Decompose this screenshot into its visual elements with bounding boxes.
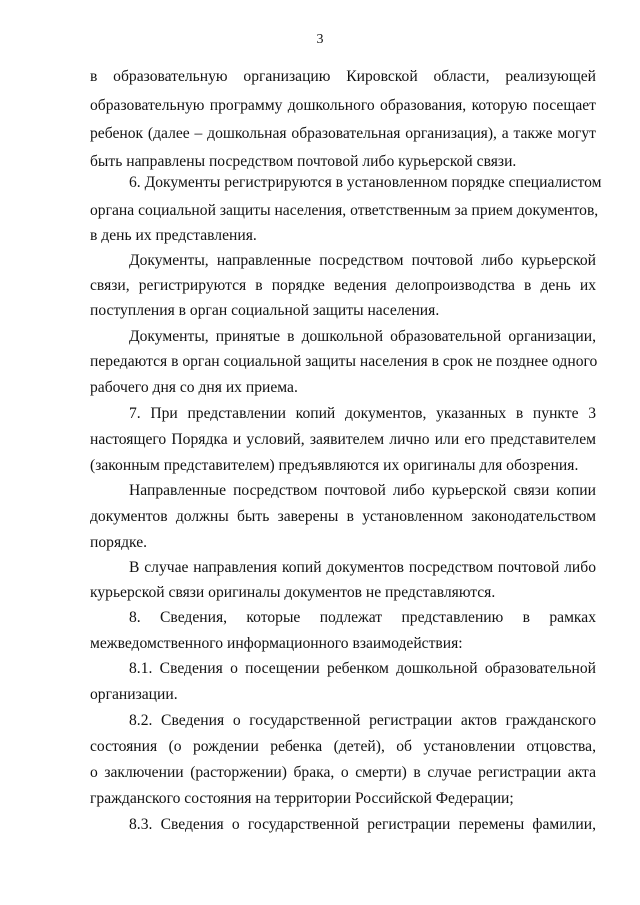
text-line: 7. При представлении копий документов, указанных в пункте 3 [129,405,596,422]
text-line: 8.2. Сведения о государственной регистрации актов гражданского [129,712,596,729]
text-line: гражданского состояния на территории Российской Федерации; [90,790,514,807]
text-line: 8.3. Сведения о государственной регистрации перемены фамилии, [129,816,596,833]
text-line: быть направлены посредством почтовой либо курьерской связи. [90,153,517,170]
text-line: состояния (о рождении ребенка (детей), об установлении отцовства, [90,738,596,755]
text-line: образовательную программу дошкольного образования, которую посещает [90,97,596,114]
text-line: Документы, направленные посредством почтовой либо курьерской [129,252,596,269]
text-line: документов должны быть заверены в установленном законодательством [90,508,596,525]
text-line: в образовательную организацию Кировской области, реализующей [90,68,596,85]
text-line: межведомственного информационного взаимодействия: [90,635,463,652]
text-line: передаются в орган социальной защиты населения в срок не позднее одного [90,353,598,370]
text-line: о заключении (расторжении) брака, о смерти) в случае регистрации акта [90,764,596,781]
text-line: курьерской связи оригиналы документов не представляются. [90,584,496,601]
text-line: Направленные посредством почтовой либо курьерской связи копии [129,482,596,499]
text-line: ребенок (далее – дошкольная образовательная организация), а также могут [90,125,596,142]
text-line: органа социальной защиты населения, ответственным за прием документов, [90,202,599,219]
text-line: организации. [90,686,178,703]
text-line: поступления в орган социальной защиты населения. [90,302,440,319]
text-line: порядке. [90,534,148,551]
text-line: (законным представителем) предъявляются их оригиналы для обозрения. [90,457,579,474]
text-line: в день их представления. [90,227,257,244]
text-line: рабочего дня со дня их приема. [90,379,298,396]
text-line: В случае направления копий документов посредством почтовой либо [129,559,596,576]
text-line: связи, регистрируются в порядке ведения делопроизводства в день их [90,277,596,294]
text-line: Документы, принятые в дошкольной образовательной организации, [129,328,596,345]
text-line: 8. Сведения, которые подлежат представлению в рамках [129,609,596,626]
text-line: 8.1. Сведения о посещении ребенком дошкольной образовательной [129,660,596,677]
page-number: 3 [316,32,324,47]
text-line: 6. Документы регистрируются в установленном порядке специалистом [129,174,602,191]
text-line: настоящего Порядка и условий, заявителем лично или его представителем [90,431,596,448]
